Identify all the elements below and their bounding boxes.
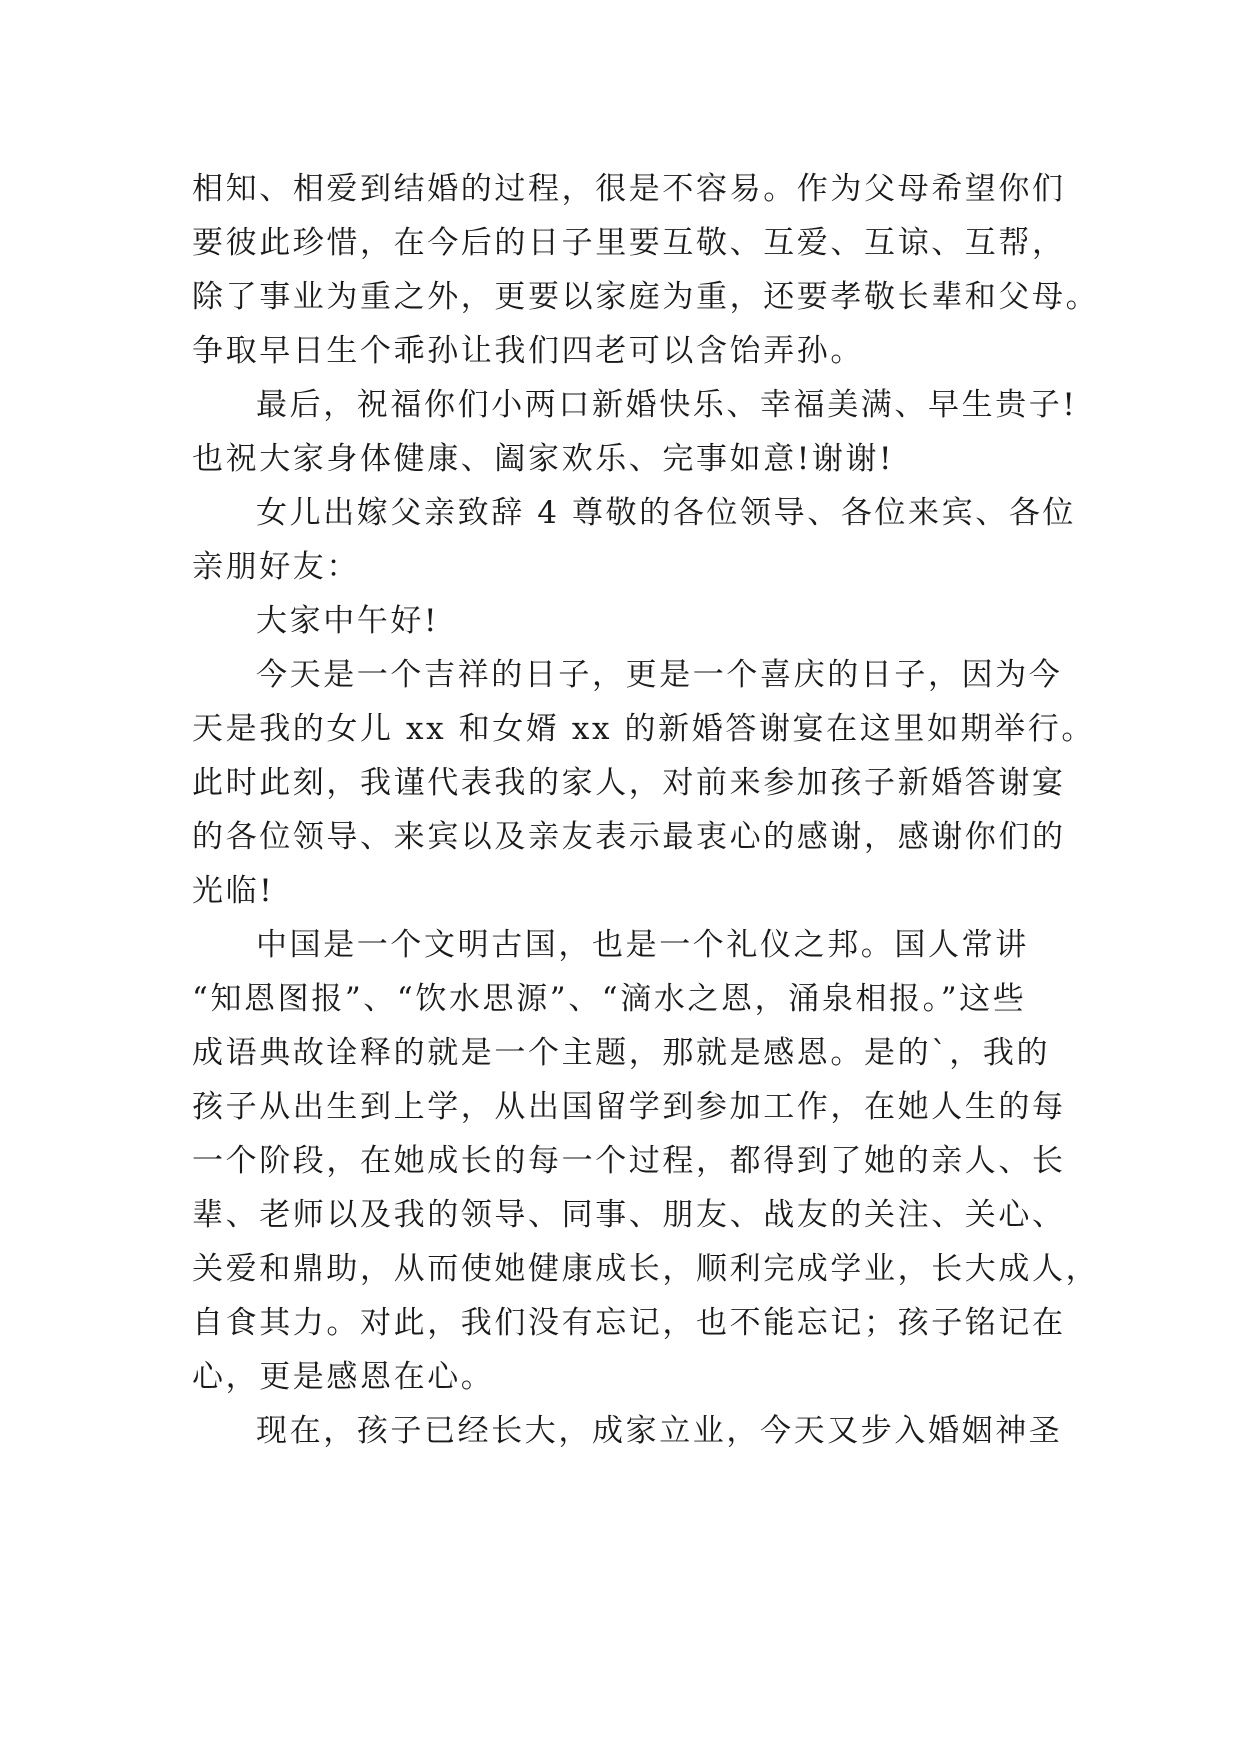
text-line: 除了事业为重之外，更要以家庭为重，还要孝敬长辈和父母。 (192, 279, 1100, 315)
text-line: 亲朋好友： (192, 549, 360, 585)
text-line: 争取早日生个乖孙让我们四老可以含饴弄孙。 (192, 333, 864, 369)
paragraph-start-line: 中国是一个文明古国，也是一个礼仪之邦。国人常讲 (256, 927, 1029, 963)
paragraph-start-line: 现在，孩子已经长大，成家立业，今天又步入婚姻神圣 (256, 1413, 1063, 1449)
text-line: 的各位领导、来宾以及亲友表示最衷心的感谢，感谢你们的 (192, 819, 1066, 855)
text-line: 也祝大家身体健康、阖家欢乐、完事如意!谢谢! (192, 441, 895, 477)
paragraph-start-line: 女儿出嫁父亲致辞 4 尊敬的各位领导、各位来宾、各位 (256, 495, 1077, 531)
text-line: 一个阶段，在她成长的每一个过程，都得到了她的亲人、长 (192, 1143, 1066, 1179)
text-line: 辈、老师以及我的领导、同事、朋友、战友的关注、关心、 (192, 1197, 1066, 1233)
text-line: 孩子从出生到上学，从出国留学到参加工作，在她人生的每 (192, 1089, 1066, 1125)
text-line: “知恩图报”、“饮水思源”、“滴水之恩，涌泉相报。”这些 (192, 981, 1027, 1017)
greeting-line: 大家中午好! (256, 603, 440, 639)
paragraph-start-line: 今天是一个吉祥的日子，更是一个喜庆的日子，因为今 (256, 657, 1063, 693)
text-line: 关爱和鼎助，从而使她健康成长，顺利完成学业，长大成人， (192, 1251, 1100, 1287)
text-line: 心，更是感恩在心。 (192, 1359, 495, 1395)
text-line: 自食其力。对此，我们没有忘记，也不能忘记；孩子铭记在 (192, 1305, 1066, 1341)
paragraph-start-line: 最后，祝福你们小两口新婚快乐、幸福美满、早生贵子! (256, 387, 1078, 423)
text-line: 天是我的女儿 xx 和女婿 xx 的新婚答谢宴在这里如期举行。 (192, 711, 1095, 747)
text-line: 要彼此珍惜，在今后的日子里要互敬、互爱、互谅、互帮， (192, 225, 1066, 261)
text-line: 光临! (192, 873, 275, 909)
text-line: 相知、相爱到结婚的过程，很是不容易。作为父母希望你们 (192, 171, 1066, 207)
text-line: 成语典故诠释的就是一个主题，那就是感恩。是的`，我的 (192, 1035, 1051, 1071)
text-line: 此时此刻，我谨代表我的家人，对前来参加孩子新婚答谢宴 (192, 765, 1066, 801)
document-body (192, 162, 1100, 1458)
